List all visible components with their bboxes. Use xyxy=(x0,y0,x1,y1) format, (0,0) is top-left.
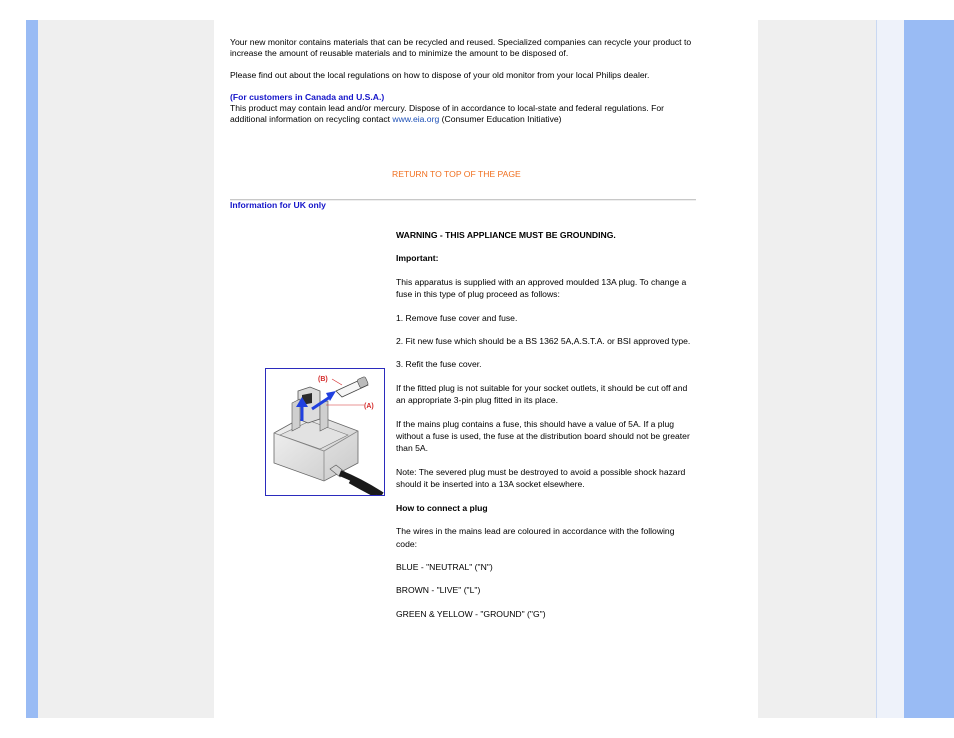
plug-illustration xyxy=(266,369,384,495)
important-label: Important: xyxy=(396,253,439,264)
canada-text-start: This product may contain lead and/or mercury. Dispose of in accordance to local-state and federal regulations. For additional information on recycling contact xyxy=(230,103,665,124)
recycling-section xyxy=(230,37,698,125)
right-light-strip xyxy=(876,20,905,718)
wire-green-yellow-ground: GREEN & YELLOW - "GROUND" ("G") xyxy=(396,608,546,619)
fuse-cover-label-a: (A) xyxy=(364,403,374,410)
connect-plug-heading: How to connect a plug xyxy=(396,502,488,513)
canada-usa-heading: (For customers in Canada and U.S.A.) xyxy=(230,92,385,102)
right-gray-panel xyxy=(758,20,876,718)
canada-text-end: (Consumer Education Initiative) xyxy=(439,114,562,124)
fuse-label-b: (B) xyxy=(318,376,328,383)
left-gray-panel xyxy=(38,20,214,718)
right-blue-bar xyxy=(904,20,954,718)
fuse-intro: This apparatus is supplied with an approved moulded 13A plug. To change a fuse in this type of plug proceed as follows: xyxy=(396,276,687,300)
fuse-value-text: If the mains plug contains a fuse, this should have a value of 5A. If a plug without a fuse is used, the fuse at the distribution board should not be greater than 5A. xyxy=(396,418,690,454)
step-1: 1. Remove fuse cover and fuse. xyxy=(396,312,518,323)
step-2: 2. Fit new fuse which should be a BS 1362 5A,A.S.T.A. or BSI approved type. xyxy=(396,336,691,347)
step-3: 3. Refit the fuse cover. xyxy=(396,359,482,370)
eia-link[interactable]: www.eia.org xyxy=(392,114,440,124)
uk-info-heading: Information for UK only xyxy=(230,200,326,210)
unsuitable-plug-text: If the fitted plug is not suitable for your socket outlets, it should be cut off and an appropriate 3-pin plug fitted in its place. xyxy=(396,382,688,406)
recycling-paragraph: Your new monitor contains materials that can be recycled and reused. Specialized companies can recycle your product to increase the amount of reusable materials and to minimize the amount to be disposed of. xyxy=(230,37,692,58)
wire-blue-neutral: BLUE - "NEUTRAL" ("N") xyxy=(396,561,493,572)
plug-fuse-figure xyxy=(265,368,385,496)
wire-colour-intro: The wires in the mains lead are coloured in accordance with the following code: xyxy=(396,526,675,549)
grounding-warning: WARNING - THIS APPLIANCE MUST BE GROUNDING. xyxy=(396,230,616,240)
left-blue-bar xyxy=(26,20,38,718)
uk-instructions xyxy=(396,229,696,631)
return-to-top-link[interactable]: RETURN TO TOP OF THE PAGE xyxy=(392,169,521,179)
canada-usa-text xyxy=(230,103,698,125)
wire-brown-live: BROWN - "LIVE" ("L") xyxy=(396,585,481,596)
severed-plug-note: Note: The severed plug must be destroyed to avoid a possible shock hazard should it be inserted into a 13A socket elsewhere. xyxy=(396,466,686,490)
page-frame xyxy=(26,20,954,718)
regulations-paragraph: Please find out about the local regulations on how to dispose of your old monitor from your local Philips dealer. xyxy=(230,70,650,80)
